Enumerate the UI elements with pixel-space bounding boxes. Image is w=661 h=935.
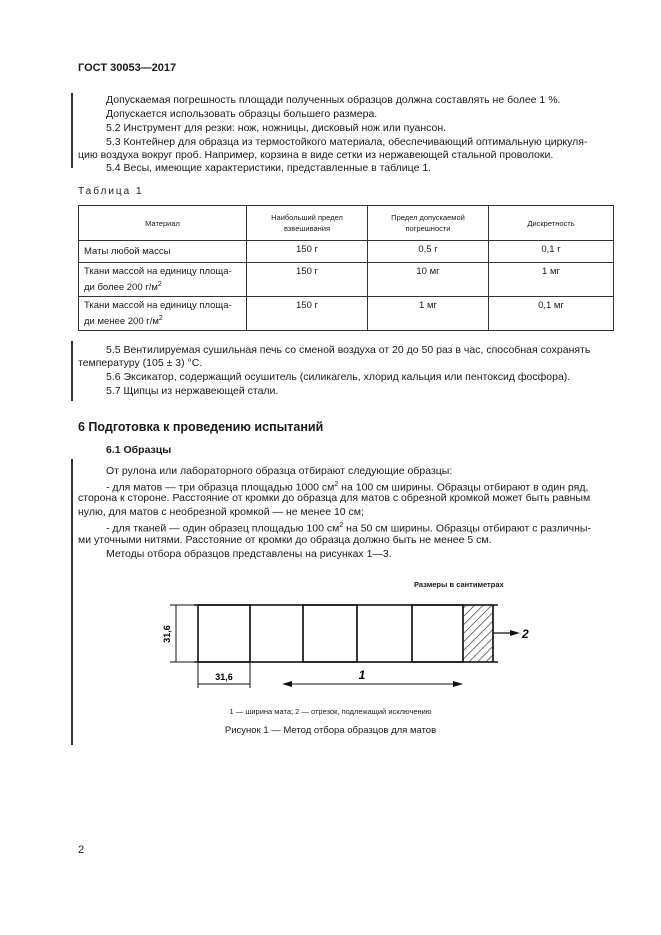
table-row [79,263,614,297]
cell-material [79,297,247,331]
paragraph: 5.2 Инструмент для резки: нож, ножницы, дисковый нож или пуансон. [106,122,447,134]
cell-error: 1 мг [368,297,489,331]
scales-table [78,205,614,331]
section-title: 6 Подготовка к проведению испытаний [78,420,324,434]
paragraph: 5.5 Вентилируемая сушильная печь со сменой воздуха от 20 до 50 раз в час, способная сохранять [106,344,591,356]
dim-height-label: 31,6 [162,625,172,643]
cell-material [79,263,247,297]
figure-legend: 1 — ширина мата; 2 — отрезок, подлежащий исключению [229,707,432,716]
cell-limit: 150 г [247,241,368,263]
superscript: 2 [334,481,339,488]
figure-mat-sampling [150,590,550,695]
cell-error: 10 мг [368,263,489,297]
superscript: 2 [339,522,344,529]
change-bar [71,459,73,745]
cell-step: 1 мг [489,263,614,297]
cell-material-line1: Ткани массой на единицу площа- [84,300,232,312]
paragraph: Допускаемая погрешность площади полученных образцов должна составлять не более 1 %. [106,94,561,106]
sample-rect [303,605,357,662]
sample-rect [250,605,303,662]
width-arrow-head [282,681,292,687]
sample-rect [198,605,250,662]
paragraph-continuation: нулю, для матов с необрезной кромкой — не менее 10 см; [78,506,364,518]
text-run: - для тканей — один образец площадью 100 см [106,522,340,535]
cell-limit: 150 г [247,297,368,331]
pointer-arrow-head [510,630,520,636]
change-bar [71,341,73,401]
column-header: Наибольший предел взвешивания [247,206,368,241]
sample-rect [357,605,412,662]
cell-material: Маты любой массы [79,241,247,263]
cell-material-line1: Ткани массой на единицу площа- [84,266,232,277]
cell-error: 0,5 г [368,241,489,263]
paragraph: 5.4 Весы, имеющие характеристики, представленные в таблице 1. [106,162,432,174]
superscript: 2 [158,315,163,323]
cell-step: 0,1 мг [489,297,614,331]
cell-material-line2: ди более 200 г/м [84,282,158,294]
excluded-strip [463,605,493,662]
paragraph-continuation: ми уточными нитями. Расстояние от кромки до образца должно быть не менее 5 см. [78,534,492,546]
text-run: на 50 см ширины. Образцы отбирают с различны- [343,522,591,535]
table-row [79,241,614,263]
page-number: 2 [78,844,85,856]
paragraph-continuation: цию воздуха вокруг проб. Например, корзина в виде сетки из нержавеющей стальной проволоки. [78,149,554,161]
label-1: 1 [358,668,366,682]
text-run: - для матов — три образца площадью 1000 см [106,481,335,494]
paragraph: 5.7 Щипцы из нержавеющей стали. [106,385,279,397]
figure-dimensions-note: Размеры в сантиметрах [414,580,504,589]
paragraph-continuation: температуру (105 ± 3) °С. [78,357,203,369]
column-header: Предел допускаемой погрешности [368,206,489,241]
cell-limit: 150 г [247,263,368,297]
width-arrow-head [453,681,463,687]
text-run: на 100 см ширины. Образцы отбирают в один ряд, [338,481,589,494]
paragraph: 5.3 Контейнер для образца из термостойкого материала, обеспечивающий оптимальную циркуля- [106,136,588,148]
superscript: 2 [157,281,162,288]
paragraph-continuation: сторона к стороне. Расстояние от кромки до образца для матов с обрезной кромкой может быть равным [78,492,591,504]
cell-step: 0,1 г [489,241,614,263]
document-header: ГОСТ 30053—2017 [78,62,177,74]
sample-rect [412,605,463,662]
label-2: 2 [522,627,529,641]
change-bar [71,93,73,168]
paragraph: Методы отбора образцов представлены на рисунках 1—3. [106,548,392,560]
table-caption: Таблица 1 [78,186,144,197]
column-header: Материал [79,206,247,241]
subsection-title: 6.1 Образцы [106,444,172,456]
figure-caption: Рисунок 1 — Метод отбора образцов для матов [224,725,437,736]
paragraph: 5.6 Эксикатор, содержащий осушитель (силикагель, хлорид кальция или пентоксид фосфора). [106,371,571,383]
paragraph: Допускается использовать образцы большего размера. [106,108,378,120]
column-header: Дискретность [489,206,614,241]
paragraph: От рулона или лабораторного образца отбирают следующие образцы: [106,465,453,477]
table-row [79,297,614,331]
cell-material-line2: ди менее 200 г/м [84,316,159,328]
dim-width-label: 31,6 [215,672,233,682]
table-header-row [79,206,614,241]
